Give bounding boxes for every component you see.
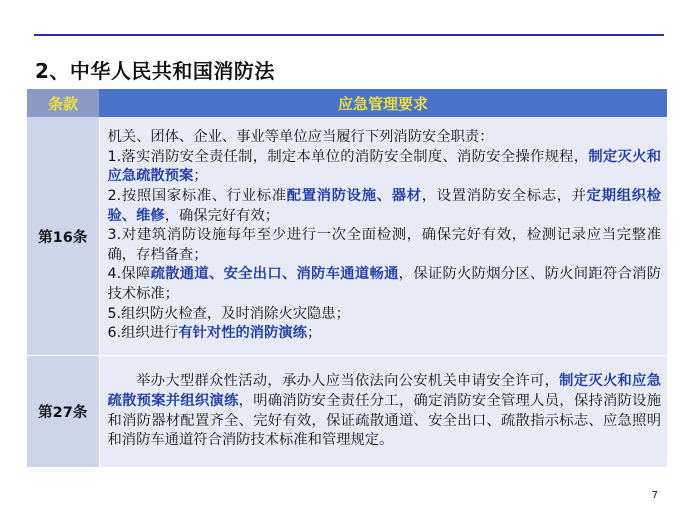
item-1-highlight: 制定灭火和应急疏散预案 [107, 148, 662, 185]
item-4-tail: ，保证防火防烟分区、防火间距符合消防技术标准； [107, 266, 662, 302]
article-27-requirements [99, 356, 667, 468]
article-16-item-5: 5.组织防火检查，及时消除火灾隐患； [107, 305, 350, 322]
item-6-tail: ； [307, 325, 322, 342]
article-16-item-6 [108, 324, 662, 344]
article-27-tail: ，明确消防安全责任分工，确定消防安全管理人员，保持消防设施和消防器材配置齐全、完好有效，保证疏散通道、安全出口、疏散指示标志、应急照明和消防车通道符合消防技术标准和管理规定。 [107, 392, 662, 449]
header-article: 条款 [27, 89, 99, 117]
item-6-highlight: 有针对性的消防演练 [178, 325, 307, 342]
article-16-item-4 [108, 265, 662, 304]
article-27-highlight: 制定灭火和应急疏散预案并组织演练 [107, 373, 662, 409]
fire-law-table [27, 89, 667, 467]
table-row-article-16 [27, 117, 667, 356]
item-1-tail: ； [193, 168, 208, 185]
article-16-item-2 [108, 187, 662, 226]
title-divider-line [34, 34, 664, 36]
item-2-highlight-2: 定期组织检验、维修 [107, 188, 662, 224]
slide-title: 2、中华人民共和国消防法 [35, 59, 275, 83]
item-6-text: 6.组织进行 [107, 325, 179, 342]
article-16-item-3: 3.对建筑消防设施每年至少进行一次全面检测，确保完好有效，检测记录应当完整准确，存档备查； [107, 227, 661, 263]
item-2-tail: ，确保完好有效； [164, 207, 280, 224]
table-header-row [27, 89, 667, 117]
article-16-label: 第16条 [27, 117, 99, 356]
article-16-intro: 机关、团体、企业、事业等单位应当履行下列消防安全职责： [107, 129, 494, 146]
article-27-label: 第27条 [27, 356, 99, 468]
item-4-highlight: 疏散通道、安全出口、消防车通道畅通 [150, 266, 399, 283]
article-16-item-1 [108, 148, 662, 187]
item-2-middle: ，设置消防安全标志，并 [421, 188, 587, 205]
article-27-text: 举办大型群众性活动，承办人应当依法向公安机关申请安全许可， [136, 373, 560, 390]
item-2-highlight-1: 配置消防设施、器材 [286, 188, 422, 205]
header-requirement: 应急管理要求 [99, 89, 667, 117]
item-4-text: 4.保障 [107, 266, 151, 283]
article-16-requirements [99, 117, 667, 356]
table-row-article-27 [27, 356, 667, 468]
item-2-text: 2.按照国家标准、行业标准 [107, 188, 287, 205]
item-1-text: 1.落实消防安全责任制，制定本单位的消防安全制度、消防安全操作规程， [107, 148, 589, 165]
page-number: 7 [651, 490, 658, 501]
